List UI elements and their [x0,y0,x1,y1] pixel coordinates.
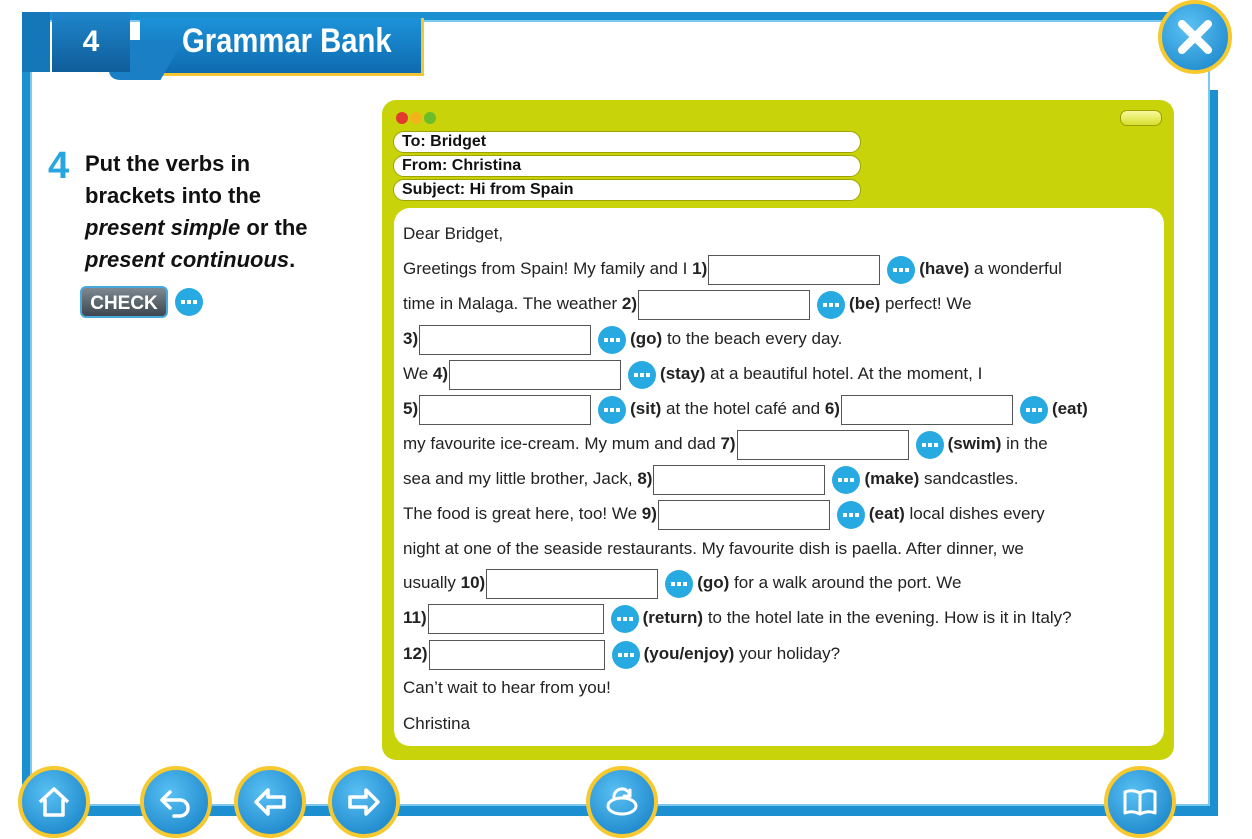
email-line-9: night at one of the seaside restaurants. My favourite dish is paella. After dinner, we [403,539,1024,558]
verb-hint-12: (you/enjoy) [643,644,735,663]
hint-dots-icon-1[interactable] [887,256,915,284]
page-title: Grammar Bank [182,22,392,60]
forward-button[interactable] [328,766,400,838]
email-subject-field: Subject: Hi from Spain [393,179,861,201]
text-segment: in the [1001,434,1048,453]
text-segment: a wonderful [969,259,1062,278]
close-button[interactable] [1158,0,1232,74]
close-icon [1176,18,1214,56]
reset-button[interactable] [586,766,658,838]
verb-hint-9: (eat) [868,504,905,523]
hint-dots-icon-6[interactable] [1020,396,1048,424]
gap-number-6: 6) [824,399,840,418]
text-segment: We [403,364,433,383]
verb-hint-8: (make) [864,469,920,488]
verb-hint-2: (be) [849,294,881,313]
gap-number-7: 7) [720,434,736,453]
answer-field-7[interactable] [737,430,909,460]
hint-dots-icon-4[interactable] [628,361,656,389]
email-line-7 [403,463,1019,495]
text-segment: for a walk around the port. We [729,573,962,592]
gap-number-4: 4) [432,364,449,383]
hint-dots-icon-9[interactable] [837,501,865,529]
window-controls [396,111,438,129]
answer-field-1[interactable] [708,255,880,285]
email-to-field: To: Bridget [393,131,861,153]
home-icon [36,784,72,820]
reset-icon [604,784,640,820]
hint-dots-icon-7[interactable] [916,431,944,459]
verb-hint-5: (sit) [630,399,662,418]
email-line-12 [403,638,840,670]
gap-number-10: 10) [460,573,486,592]
frame-right-border [1210,90,1218,812]
answer-field-3[interactable] [419,325,591,355]
text-segment: sandcastles. [919,469,1019,488]
undo-button[interactable] [140,766,212,838]
gap-number-2: 2) [621,294,638,313]
email-line-11 [403,602,1072,634]
hint-dots-icon-10[interactable] [665,570,693,598]
email-from-field: From: Christina [393,155,861,177]
text-segment: Greetings from Spain! My family and I [403,259,693,278]
verb-hint-6: (eat) [1051,399,1088,418]
gap-number-5: 5) [403,399,419,418]
exercise-number: 4 [48,145,70,187]
verb-hint-3: (go) [630,329,663,348]
email-closing: Can’t wait to hear from you! [403,678,611,697]
answer-field-11[interactable] [428,604,604,634]
gap-number-3: 3) [403,329,419,348]
instruction-line-1: Put the verbs in [85,151,251,176]
gap-number-8: 8) [637,469,653,488]
maximize-window-dot[interactable] [424,112,436,124]
text-segment: to the beach every day. [662,329,843,348]
text-segment: at a beautiful hotel. At the moment, I [705,364,983,383]
text-segment: The food is great here, too! We [403,504,642,523]
email-line-5 [403,393,1088,425]
book-button[interactable] [1104,766,1176,838]
frame-left-border [22,12,30,812]
unit-number: 4 [52,12,130,72]
answer-field-4[interactable] [449,360,621,390]
answer-field-9[interactable] [658,500,830,530]
email-line-10 [403,567,961,599]
hint-dots-icon-12[interactable] [612,641,640,669]
instruction-text [85,148,345,276]
verb-hint-11: (return) [642,608,704,627]
email-line-3 [403,323,842,355]
hint-dots-icon-2[interactable] [817,291,845,319]
text-segment: perfect! We [880,294,972,313]
text-segment: usually [403,573,461,592]
gap-number-12: 12) [403,644,428,663]
book-icon [1122,784,1158,820]
window-pill-button[interactable] [1120,110,1162,126]
email-signature: Christina [403,714,471,733]
answer-field-6[interactable] [841,395,1013,425]
instruction-line-2: brackets into the [85,183,262,208]
instruction-tense-2: present continuous [85,247,290,272]
check-hint-dots-icon[interactable] [175,288,203,316]
header-accent [22,12,50,72]
back-arrow-icon [252,784,288,820]
text-segment: your holiday? [734,644,841,663]
answer-field-2[interactable] [638,290,810,320]
answer-field-8[interactable] [653,465,825,495]
hint-dots-icon-8[interactable] [832,466,860,494]
answer-field-5[interactable] [419,395,591,425]
text-segment: to the hotel late in the evening. How is it in Italy? [703,608,1072,627]
text-segment: at the hotel café and [661,399,825,418]
verb-hint-7: (swim) [947,434,1002,453]
gap-number-11: 11) [403,608,427,627]
instruction-line-4-rest: . [289,247,296,272]
hint-dots-icon-5[interactable] [598,396,626,424]
hint-dots-icon-3[interactable] [598,326,626,354]
minimize-window-dot[interactable] [410,112,422,124]
text-segment: local dishes every [904,504,1045,523]
email-greeting: Dear Bridget, [403,224,504,243]
undo-icon [158,784,194,820]
instruction-line-4 [85,244,345,276]
back-button[interactable] [234,766,306,838]
forward-arrow-icon [346,784,382,820]
answer-field-12[interactable] [429,640,605,670]
email-line-1 [403,253,1062,285]
gap-number-1: 1) [692,259,708,278]
check-button[interactable]: CHECK [80,286,168,318]
instruction-line-3 [85,212,345,244]
verb-hint-1: (have) [919,259,970,278]
email-line-6 [403,428,1048,460]
email-line-2 [403,288,972,320]
instruction-tense-1: present simple [85,215,241,240]
text-segment: my favourite ice-cream. My mum and dad [403,434,721,453]
home-button[interactable] [18,766,90,838]
gap-number-9: 9) [641,504,657,523]
answer-field-10[interactable] [486,569,658,599]
email-line-8 [403,498,1045,530]
text-segment: sea and my little brother, Jack, [403,469,638,488]
instruction-line-3-rest: or the [240,215,308,240]
hint-dots-icon-11[interactable] [611,605,639,633]
verb-hint-10: (go) [697,573,730,592]
text-segment: time in Malaga. The weather [403,294,622,313]
verb-hint-4: (stay) [660,364,706,383]
close-window-dot[interactable] [396,112,408,124]
email-line-4 [403,358,982,390]
